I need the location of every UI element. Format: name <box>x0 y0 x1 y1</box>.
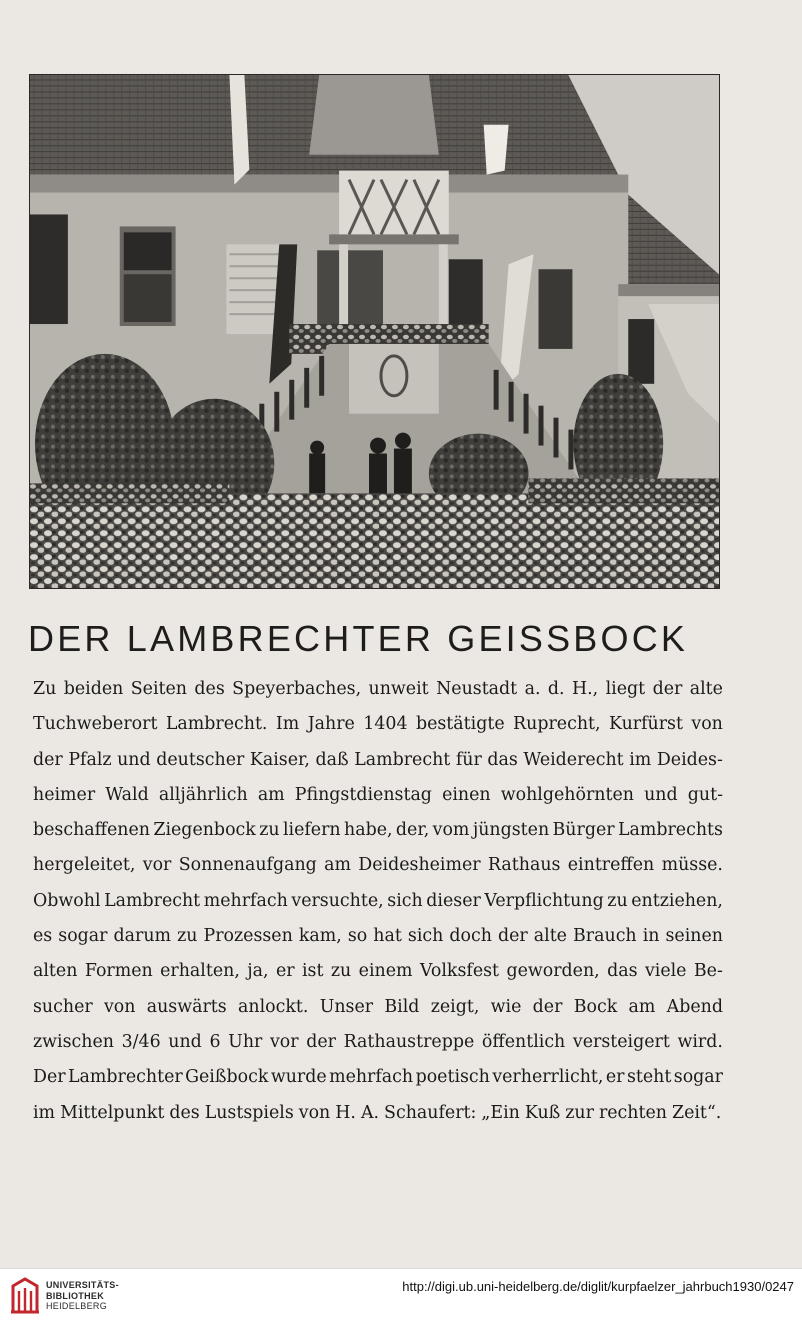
word: d. <box>547 679 565 699</box>
word: das <box>607 961 638 982</box>
word: alte <box>533 926 567 947</box>
word: im <box>33 1102 56 1123</box>
word: Bild <box>384 996 420 1017</box>
word: vor <box>269 1031 299 1052</box>
word: zur <box>565 1102 594 1123</box>
word: Prozessen <box>203 926 293 947</box>
word: müsse. <box>661 855 723 876</box>
word: alljährlich <box>158 784 248 805</box>
word: er <box>275 961 295 982</box>
text-line <box>33 1060 723 1095</box>
word: Kurfürst <box>608 714 683 735</box>
text-line <box>33 884 723 919</box>
word: a. <box>524 679 541 699</box>
word: Ruprecht, <box>513 714 601 735</box>
word: versuchte, <box>291 890 384 911</box>
word: zeigt, <box>430 996 480 1017</box>
library-footer <box>0 1268 802 1324</box>
word: des <box>194 679 225 699</box>
library-name <box>46 1280 119 1312</box>
text-line <box>33 778 723 813</box>
word: der <box>33 749 63 770</box>
word: Tuchweberort <box>33 714 158 735</box>
word: Kaiser, <box>249 749 310 770</box>
word: Jahre <box>307 714 355 735</box>
word: Im <box>275 714 300 735</box>
word: zu <box>177 926 198 947</box>
word: er <box>605 1067 625 1088</box>
word: zu <box>259 820 280 841</box>
word: Wald <box>105 784 149 805</box>
word: Der <box>33 1067 66 1088</box>
word: Deidesheimer <box>358 855 481 876</box>
word: geworden, <box>506 961 600 982</box>
word: Verpflichtung <box>484 890 604 911</box>
word: auswärts <box>146 996 227 1017</box>
word: Kuß <box>524 1102 561 1123</box>
word: hat <box>373 926 402 947</box>
word: 3/46 <box>121 1031 161 1052</box>
text-line <box>33 813 723 848</box>
word: Zeit“. <box>671 1102 722 1123</box>
word: Abend <box>666 996 723 1017</box>
text-line <box>33 672 723 707</box>
text-line <box>33 1025 723 1060</box>
word: alte <box>689 679 723 699</box>
word: sogar <box>673 1067 723 1088</box>
word: daß <box>315 749 349 770</box>
word: liefern <box>282 820 341 841</box>
word: Obwohl <box>33 890 101 911</box>
word: jüngsten <box>472 820 550 841</box>
word: Unser <box>319 996 374 1017</box>
word: seinen <box>665 926 723 947</box>
word: Volksfest <box>419 961 500 982</box>
word: im <box>629 749 652 770</box>
word: vor <box>142 855 172 876</box>
word: von <box>691 714 723 735</box>
word: Rathaus <box>487 855 561 876</box>
text-line <box>33 848 723 883</box>
word: Seiten <box>130 679 187 699</box>
word: sich <box>387 890 423 911</box>
word: sucher <box>33 996 93 1017</box>
word: Brauch <box>573 926 637 947</box>
word: dieser <box>426 890 481 911</box>
word: deutscher <box>156 749 245 770</box>
word: ist <box>302 961 324 982</box>
text-line <box>33 990 723 1025</box>
word: wird. <box>677 1031 723 1052</box>
word: der <box>532 996 563 1017</box>
word: Pfalz <box>68 749 112 770</box>
word: Schaufert: <box>384 1102 477 1123</box>
word: so <box>347 926 368 947</box>
word: Sonnenaufgang <box>178 855 317 876</box>
library-name-line-2: BIBLIOTHEK <box>46 1290 104 1301</box>
article-paragraph <box>33 672 723 1131</box>
word: Lambrecht <box>354 749 451 770</box>
word: des <box>169 1102 200 1123</box>
word: wohlgehörnten <box>500 784 634 805</box>
word: H. <box>335 1102 356 1123</box>
word: Pfingstdienstag <box>294 784 432 805</box>
word: von <box>298 1102 331 1123</box>
word: es <box>33 926 53 947</box>
word: Lambrecht <box>104 890 201 911</box>
word: ja, <box>247 961 269 982</box>
word: rechten <box>598 1102 667 1123</box>
word: Uhr <box>228 1031 263 1052</box>
word: sich <box>407 926 444 947</box>
word: viele <box>644 961 687 982</box>
word: entziehen, <box>631 890 723 911</box>
word: Ziegenbock <box>153 820 256 841</box>
word: und <box>644 784 678 805</box>
word: „Ein <box>481 1102 520 1123</box>
word: Lambrecht. <box>165 714 268 735</box>
word: 1404 <box>363 714 408 735</box>
word: Mittelpunkt <box>60 1102 165 1123</box>
word: zu <box>330 961 352 982</box>
word: einen <box>442 784 491 805</box>
word: Speyerbaches, <box>232 679 362 699</box>
word: Rathaustreppe <box>343 1031 475 1052</box>
word: Lambrechts <box>617 820 723 841</box>
word: poetisch <box>415 1067 490 1088</box>
library-name-line-3: HEIDELBERG <box>46 1301 108 1311</box>
word: Weiderecht <box>523 749 624 770</box>
word: von <box>103 996 136 1017</box>
word: steht <box>626 1067 672 1088</box>
word: am <box>257 784 285 805</box>
word: sogar <box>58 926 108 947</box>
text-line <box>33 919 723 954</box>
word: Formen <box>84 961 153 982</box>
word: unweit <box>368 679 429 699</box>
word: und <box>117 749 151 770</box>
word: für <box>455 749 482 770</box>
word: am <box>628 996 656 1017</box>
word: doch <box>449 926 492 947</box>
word: einem <box>358 961 413 982</box>
word: liegt <box>605 679 646 699</box>
word: Bürger <box>552 820 615 841</box>
word: der <box>497 926 528 947</box>
word: in <box>642 926 660 947</box>
word: der, <box>395 820 430 841</box>
word: zwischen <box>33 1031 114 1052</box>
university-library-logo-icon <box>8 1276 42 1316</box>
word: beiden <box>63 679 124 699</box>
word: H., <box>571 679 599 699</box>
word: und <box>168 1031 202 1052</box>
word: Lambrechter <box>68 1067 183 1088</box>
word: vom <box>432 820 470 841</box>
word: Deides- <box>656 749 723 770</box>
word: darum <box>113 926 172 947</box>
word: mehrfach <box>203 890 288 911</box>
text-line <box>33 743 723 778</box>
word: Geißbock <box>185 1067 269 1088</box>
word: habe, <box>344 820 393 841</box>
word: Neustadt <box>436 679 518 699</box>
word: wurde <box>270 1067 327 1088</box>
word: A. <box>360 1102 380 1123</box>
permalink-url[interactable]: http://digi.ub.uni-heidelberg.de/diglit/kurpfaelzer_jahrbuch1930/0247 <box>402 1279 794 1294</box>
word: Zu <box>33 679 57 699</box>
word: das <box>487 749 518 770</box>
word: Lustspiels <box>204 1102 294 1123</box>
word: anlockt. <box>238 996 309 1017</box>
word: 6 <box>209 1031 221 1052</box>
photo-illustration <box>30 75 719 588</box>
word: heimer <box>33 784 96 805</box>
word: kam, <box>298 926 342 947</box>
text-line <box>33 707 723 742</box>
word: gut- <box>687 784 723 805</box>
word: hergeleitet, <box>33 855 136 876</box>
word: erhalten, <box>160 961 240 982</box>
word: versteigert <box>572 1031 670 1052</box>
word: zu <box>607 890 628 911</box>
word: bestätigte <box>415 714 505 735</box>
word: am <box>324 855 351 876</box>
word: beschaffenen <box>33 820 150 841</box>
word: eintreffen <box>567 855 655 876</box>
text-line <box>33 1096 723 1131</box>
word: öffentlich <box>481 1031 566 1052</box>
word: alten <box>33 961 78 982</box>
word: der <box>306 1031 336 1052</box>
text-line <box>33 954 723 989</box>
word: wie <box>490 996 522 1017</box>
word: mehrfach <box>329 1067 414 1088</box>
word: der <box>652 679 683 699</box>
page-title: DER LAMBRECHTER GEISSBOCK <box>28 618 689 659</box>
word: Bock <box>573 996 618 1017</box>
library-name-line-1: UNIVERSITÄTS- <box>46 1280 119 1290</box>
word: verherrlicht, <box>492 1067 604 1088</box>
word: Be- <box>693 961 723 982</box>
town-hall-photograph <box>29 74 720 589</box>
